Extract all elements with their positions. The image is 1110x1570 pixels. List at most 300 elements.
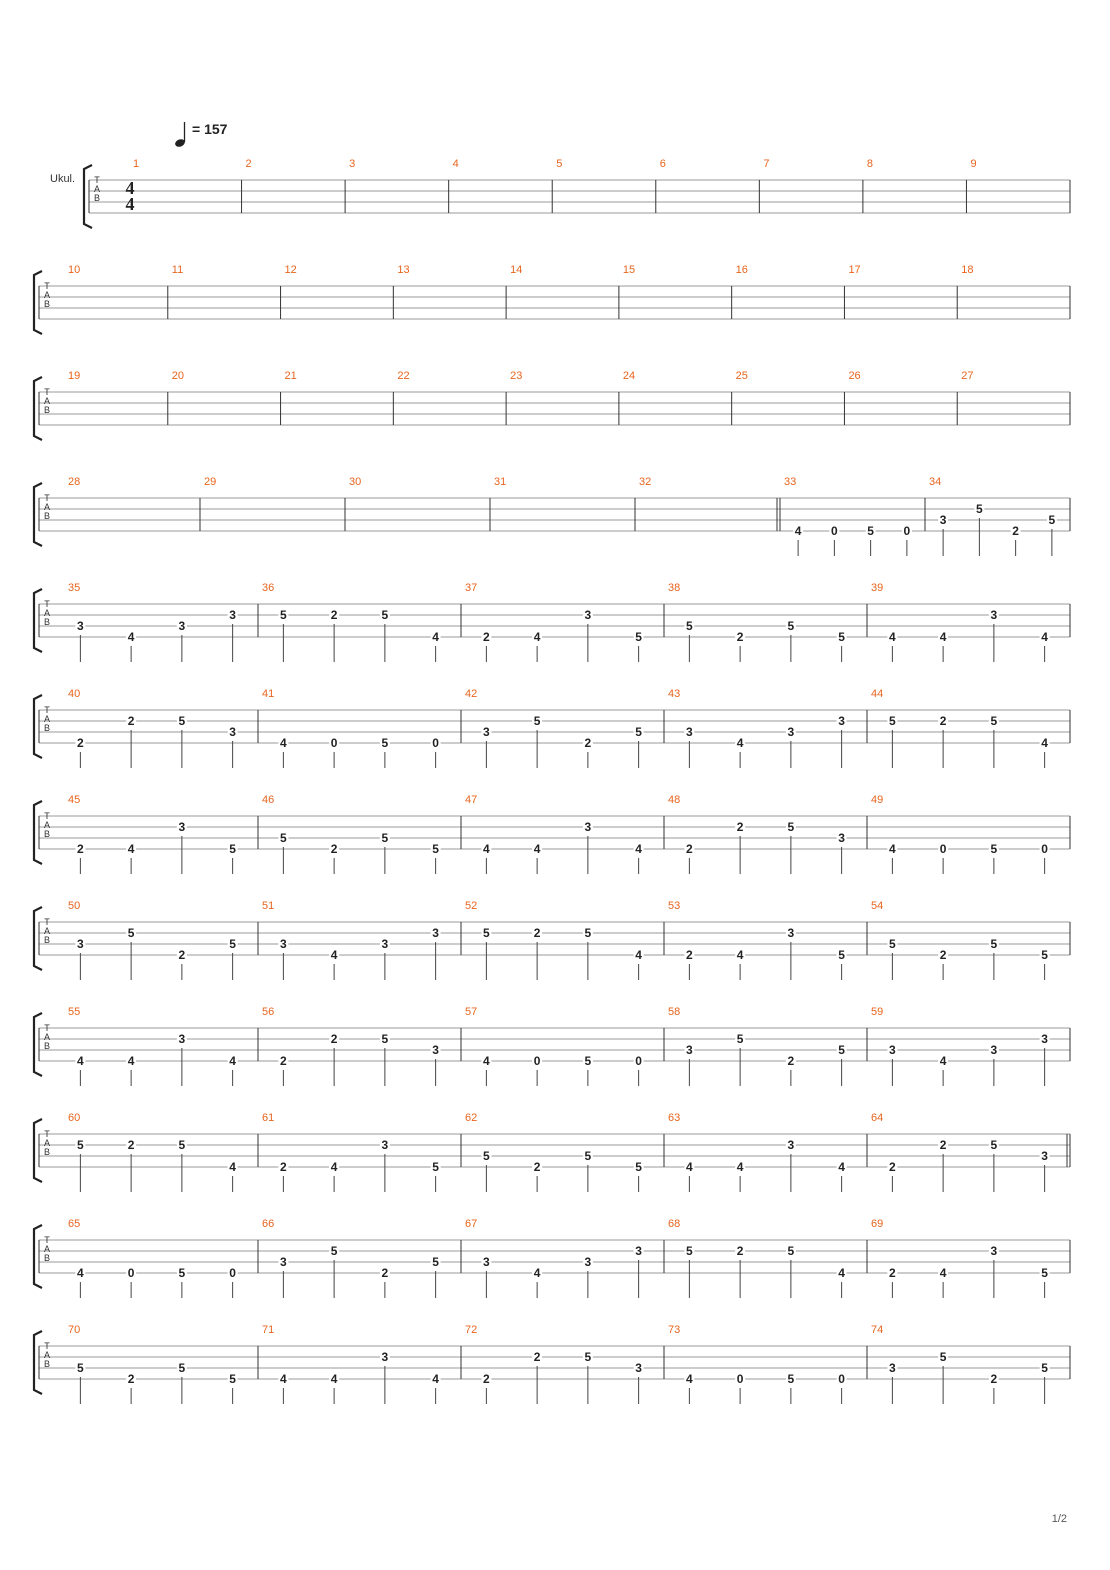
measure-number: 2: [245, 158, 252, 170]
fret-number: 5: [990, 714, 998, 728]
fret-number: 5: [381, 831, 389, 845]
tab-clef-letter: T: [44, 281, 50, 291]
staff-system: [34, 1006, 1070, 1086]
fret-number: 5: [432, 1255, 439, 1269]
fret-number: 4: [736, 948, 744, 962]
fret-number: 2: [330, 842, 338, 856]
fret-number: 3: [432, 1043, 439, 1057]
measure-number: 3: [349, 158, 356, 170]
fret-number: 3: [686, 1043, 693, 1057]
staff-bracket: [34, 377, 42, 440]
fret-number: 5: [584, 1149, 592, 1163]
fret-number: 5: [787, 619, 795, 633]
fret-number: 3: [178, 619, 186, 633]
fret-number: 4: [533, 842, 541, 856]
fret-number: 5: [381, 736, 389, 750]
fret-number: 2: [939, 1138, 947, 1152]
tab-clef-letter: A: [43, 1244, 51, 1254]
measure-number: 30: [349, 476, 362, 488]
time-signature-denominator: 4: [125, 194, 135, 214]
fret-number: 4: [736, 736, 744, 750]
fret-number: 3: [990, 1043, 998, 1057]
fret-number: 3: [1041, 1149, 1048, 1163]
fret-number: 3: [787, 725, 795, 739]
measure-number: 74: [871, 1324, 884, 1336]
measure-number: 33: [784, 476, 797, 488]
fret-number: 5: [889, 937, 896, 951]
fret-number: 5: [178, 1138, 186, 1152]
fret-number: 3: [1041, 1032, 1048, 1046]
tab-clef-letter: T: [44, 917, 50, 927]
fret-number: 5: [1041, 948, 1048, 962]
measure-number: 22: [397, 370, 410, 382]
tab-clef-letter: B: [43, 405, 51, 415]
tempo-marking: [174, 121, 228, 148]
fret-number: 2: [77, 736, 84, 750]
tab-clef-letter: A: [43, 290, 51, 300]
fret-number: 4: [229, 1054, 236, 1068]
staff-bracket: [84, 165, 92, 228]
fret-number: 4: [330, 1160, 338, 1174]
measure-number: 59: [871, 1006, 884, 1018]
staff-system: [34, 1324, 1070, 1404]
tab-clef-letter: T: [44, 1341, 50, 1351]
fret-number: 2: [736, 630, 744, 644]
measure-number: 11: [171, 264, 184, 276]
fret-number: 5: [229, 842, 236, 856]
measure-number: 18: [961, 264, 974, 276]
measure-number: 73: [668, 1324, 681, 1336]
fret-number: 0: [229, 1266, 236, 1280]
staff-bracket: [34, 1331, 42, 1394]
fret-number: 2: [127, 714, 135, 728]
tab-clef-letter: T: [44, 811, 50, 821]
staff-bracket: [34, 801, 42, 864]
tab-clef-letter: A: [93, 184, 101, 194]
measure-number: 27: [961, 370, 974, 382]
fret-number: 2: [736, 820, 744, 834]
measure-number: 72: [465, 1324, 478, 1336]
fret-number: 2: [381, 1266, 389, 1280]
measure-number: 70: [68, 1324, 81, 1336]
staff-system: [34, 900, 1070, 980]
fret-number: 2: [533, 1350, 541, 1364]
measure-number: 57: [465, 1006, 478, 1018]
tab-clef-letter: T: [44, 1129, 50, 1139]
staff-system: [34, 1218, 1070, 1298]
fret-number: 4: [229, 1160, 236, 1174]
fret-number: 5: [838, 948, 845, 962]
staff-bracket: [34, 1225, 42, 1288]
fret-number: 2: [330, 608, 338, 622]
fret-number: 3: [635, 1361, 642, 1375]
measure-number: 63: [668, 1112, 681, 1124]
tab-clef-letter: T: [44, 705, 50, 715]
fret-number: 0: [736, 1372, 744, 1386]
fret-number: 3: [77, 619, 84, 633]
fret-number: 4: [483, 842, 490, 856]
fret-number: 3: [584, 608, 592, 622]
measure-number: 35: [68, 582, 81, 594]
measure-number: 7: [763, 158, 770, 170]
tab-clef-letter: T: [44, 493, 50, 503]
fret-number: 5: [229, 937, 236, 951]
measure-number: 56: [262, 1006, 275, 1018]
fret-number: 5: [432, 1160, 439, 1174]
fret-number: 3: [990, 1244, 998, 1258]
fret-number: 4: [533, 1266, 541, 1280]
tab-clef-letter: A: [43, 608, 51, 618]
fret-number: 5: [990, 842, 998, 856]
fret-number: 2: [483, 630, 490, 644]
fret-number: 0: [635, 1054, 642, 1068]
fret-number: 5: [867, 524, 874, 538]
fret-number: 3: [889, 1043, 896, 1057]
fret-number: 2: [939, 714, 947, 728]
fret-number: 5: [635, 630, 642, 644]
fret-number: 2: [483, 1372, 490, 1386]
fret-number: 4: [635, 842, 642, 856]
fret-number: 4: [1041, 736, 1048, 750]
tab-clef-letter: B: [93, 193, 101, 203]
staff-bracket: [34, 695, 42, 758]
measure-number: 12: [284, 264, 297, 276]
instrument-label: Ukul.: [50, 173, 76, 185]
measure-number: 38: [668, 582, 681, 594]
measure-number: 19: [68, 370, 81, 382]
measure-number: 36: [262, 582, 275, 594]
tab-clef-letter: T: [44, 1235, 50, 1245]
measure-number: 49: [871, 794, 884, 806]
fret-number: 5: [178, 1266, 186, 1280]
fret-number: 2: [127, 1138, 135, 1152]
fret-number: 0: [939, 842, 947, 856]
tab-clef-letter: A: [43, 396, 51, 406]
measure-number: 17: [848, 264, 861, 276]
measure-number: 4: [452, 158, 459, 170]
fret-number: 3: [838, 714, 845, 728]
measure-number: 43: [668, 688, 681, 700]
measure-number: 5: [556, 158, 563, 170]
fret-number: 5: [178, 1361, 186, 1375]
tab-clef-letter: T: [44, 599, 50, 609]
tab-clef-letter: B: [43, 1359, 51, 1369]
fret-number: 2: [178, 948, 186, 962]
fret-number: 3: [584, 1255, 592, 1269]
measure-number: 39: [871, 582, 884, 594]
tab-clef-letter: B: [43, 617, 51, 627]
staff-system: [34, 582, 1070, 662]
fret-number: 4: [838, 1160, 845, 1174]
measure-number: 31: [494, 476, 507, 488]
measure-number: 34: [929, 476, 942, 488]
fret-number: 3: [178, 1032, 186, 1046]
fret-number: 5: [77, 1138, 84, 1152]
measure-number: 32: [639, 476, 652, 488]
fret-number: 3: [483, 725, 490, 739]
fret-number: 0: [127, 1266, 135, 1280]
fret-number: 5: [990, 937, 998, 951]
staff-systems: [34, 158, 1070, 1404]
measure-number: 64: [871, 1112, 884, 1124]
fret-number: 5: [990, 1138, 998, 1152]
measure-number: 47: [465, 794, 478, 806]
measure-number: 45: [68, 794, 81, 806]
fret-number: 4: [127, 842, 135, 856]
fret-number: 3: [483, 1255, 490, 1269]
fret-number: 2: [889, 1266, 896, 1280]
measure-number: 14: [510, 264, 523, 276]
measure-number: 20: [171, 370, 185, 382]
fret-number: 4: [1041, 630, 1048, 644]
tab-clef-letter: A: [43, 1350, 51, 1360]
tab-clef-letter: A: [43, 1032, 51, 1042]
fret-number: 3: [787, 1138, 795, 1152]
measure-number: 60: [68, 1112, 81, 1124]
tab-clef-letter: A: [43, 820, 51, 830]
tab-clef-letter: A: [43, 926, 51, 936]
fret-number: 5: [889, 714, 896, 728]
measure-number: 69: [871, 1218, 884, 1230]
fret-number: 2: [280, 1160, 287, 1174]
fret-number: 5: [381, 1032, 389, 1046]
fret-number: 3: [229, 608, 236, 622]
fret-number: 4: [77, 1054, 84, 1068]
staff-bracket: [34, 1119, 42, 1182]
fret-number: 4: [77, 1266, 84, 1280]
measure-number: 41: [262, 688, 275, 700]
fret-number: 5: [229, 1372, 236, 1386]
tab-clef-letter: T: [44, 387, 50, 397]
fret-number: 4: [686, 1160, 693, 1174]
tab-clef-letter: A: [43, 714, 51, 724]
page-number: 1/2: [1051, 1513, 1067, 1525]
fret-number: 3: [381, 937, 389, 951]
fret-number: 3: [584, 820, 592, 834]
fret-number: 2: [1012, 524, 1019, 538]
fret-number: 0: [831, 524, 838, 538]
measure-number: 51: [262, 900, 275, 912]
fret-number: 5: [483, 1149, 490, 1163]
fret-number: 5: [1041, 1361, 1048, 1375]
fret-number: 4: [330, 948, 338, 962]
fret-number: 5: [635, 1160, 642, 1174]
fret-number: 4: [280, 736, 287, 750]
fret-number: 4: [794, 524, 802, 538]
tab-clef-letter: B: [43, 1147, 51, 1157]
fret-number: 2: [787, 1054, 795, 1068]
measure-number: 44: [871, 688, 884, 700]
fret-number: 2: [686, 948, 693, 962]
tab-clef-letter: T: [94, 175, 100, 185]
measure-number: 37: [465, 582, 478, 594]
fret-number: 4: [889, 842, 896, 856]
fret-number: 3: [787, 926, 795, 940]
measure-number: 9: [970, 158, 977, 170]
tab-clef-letter: B: [43, 1041, 51, 1051]
staff-bracket: [34, 483, 42, 546]
staff-system: [34, 794, 1070, 874]
fret-number: 4: [939, 1054, 947, 1068]
measure-number: 21: [284, 370, 297, 382]
fret-number: 2: [533, 926, 541, 940]
fret-number: 4: [127, 630, 135, 644]
measure-number: 40: [68, 688, 81, 700]
staff-bracket: [34, 589, 42, 652]
measure-number: 52: [465, 900, 478, 912]
fret-number: 2: [533, 1160, 541, 1174]
fret-number: 3: [838, 831, 845, 845]
fret-number: 3: [686, 725, 693, 739]
fret-number: 4: [432, 1372, 439, 1386]
measure-number: 23: [510, 370, 523, 382]
time-signature-numerator: 4: [125, 178, 135, 198]
measure-number: 54: [871, 900, 884, 912]
fret-number: 2: [686, 842, 693, 856]
fret-number: 5: [533, 714, 541, 728]
measure-number: 50: [68, 900, 81, 912]
fret-number: 2: [77, 842, 84, 856]
fret-number: 5: [736, 1032, 744, 1046]
fret-number: 2: [939, 948, 947, 962]
tab-clef-letter: B: [43, 723, 51, 733]
staff-bracket: [34, 271, 42, 334]
fret-number: 2: [990, 1372, 998, 1386]
tab-clef-letter: A: [43, 502, 51, 512]
fret-number: 0: [1041, 842, 1048, 856]
measure-number: 48: [668, 794, 681, 806]
fret-number: 4: [838, 1266, 845, 1280]
measure-number: 24: [622, 370, 636, 382]
measure-number: 15: [622, 264, 636, 276]
fret-number: 5: [280, 831, 287, 845]
fret-number: 5: [787, 1372, 795, 1386]
fret-number: 5: [381, 608, 389, 622]
fret-number: 3: [381, 1350, 389, 1364]
fret-number: 5: [1048, 513, 1056, 527]
fret-number: 4: [889, 630, 896, 644]
tempo-value: = 157: [192, 121, 228, 137]
fret-number: 3: [77, 937, 84, 951]
fret-number: 5: [939, 1350, 947, 1364]
measure-number: 58: [668, 1006, 681, 1018]
fret-number: 5: [280, 608, 287, 622]
fret-number: 3: [432, 926, 439, 940]
measure-number: 68: [668, 1218, 681, 1230]
measure-number: 16: [735, 264, 748, 276]
fret-number: 2: [280, 1054, 287, 1068]
measure-number: 66: [262, 1218, 275, 1230]
fret-number: 5: [330, 1244, 338, 1258]
staff-system: [84, 158, 1070, 228]
fret-number: 4: [127, 1054, 135, 1068]
measure-number: 55: [68, 1006, 81, 1018]
fret-number: 0: [330, 736, 338, 750]
staff-system: [34, 476, 1070, 556]
fret-number: 5: [635, 725, 642, 739]
tab-clef-letter: T: [44, 1023, 50, 1033]
fret-number: 5: [787, 1244, 795, 1258]
measure-number: 26: [848, 370, 861, 382]
measure-number: 1: [133, 158, 140, 170]
fret-number: 4: [939, 1266, 947, 1280]
measure-number: 65: [68, 1218, 81, 1230]
fret-number: 3: [381, 1138, 389, 1152]
fret-number: 3: [280, 1255, 287, 1269]
fret-number: 2: [889, 1160, 896, 1174]
fret-number: 3: [229, 725, 236, 739]
fret-number: 2: [330, 1032, 338, 1046]
fret-number: 0: [432, 736, 439, 750]
measure-number: 71: [262, 1324, 275, 1336]
fret-number: 2: [127, 1372, 135, 1386]
staff-bracket: [34, 1013, 42, 1076]
measure-number: 6: [659, 158, 666, 170]
fret-number: 5: [483, 926, 490, 940]
fret-number: 3: [635, 1244, 642, 1258]
fret-number: 4: [280, 1372, 287, 1386]
fret-number: 5: [838, 630, 845, 644]
fret-number: 0: [533, 1054, 541, 1068]
fret-number: 4: [939, 630, 947, 644]
fret-number: 3: [990, 608, 998, 622]
measure-number: 46: [262, 794, 275, 806]
fret-number: 0: [838, 1372, 845, 1386]
fret-number: 5: [838, 1043, 845, 1057]
measure-number: 62: [465, 1112, 478, 1124]
fret-number: 5: [77, 1361, 84, 1375]
fret-number: 4: [330, 1372, 338, 1386]
fret-number: 5: [976, 502, 983, 516]
measure-number: 25: [735, 370, 748, 382]
tab-clef-letter: B: [43, 511, 51, 521]
tab-clef-letter: B: [43, 829, 51, 839]
measure-number: 8: [866, 158, 874, 170]
measure-number: 10: [68, 264, 81, 276]
fret-number: 5: [1041, 1266, 1048, 1280]
fret-number: 5: [584, 926, 592, 940]
measure-number: 61: [262, 1112, 275, 1124]
staff-system: [34, 370, 1070, 440]
fret-number: 4: [635, 948, 642, 962]
measure-number: 29: [204, 476, 217, 488]
fret-number: 4: [533, 630, 541, 644]
staff-system: [34, 264, 1070, 334]
measure-number: 42: [465, 688, 478, 700]
tab-clef-letter: B: [43, 935, 51, 945]
fret-number: 5: [686, 619, 693, 633]
fret-number: 5: [178, 714, 186, 728]
tab-clef-letter: B: [43, 1253, 51, 1263]
staff-bracket: [34, 907, 42, 970]
fret-number: 3: [178, 820, 186, 834]
fret-number: 4: [736, 1160, 744, 1174]
fret-number: 4: [686, 1372, 693, 1386]
staff-system: [34, 688, 1070, 768]
fret-number: 5: [584, 1054, 592, 1068]
measure-number: 13: [397, 264, 410, 276]
fret-number: 5: [432, 842, 439, 856]
fret-number: 4: [432, 630, 439, 644]
fret-number: 0: [903, 524, 911, 538]
fret-number: 5: [584, 1350, 592, 1364]
fret-number: 4: [483, 1054, 490, 1068]
fret-number: 5: [686, 1244, 693, 1258]
fret-number: 3: [889, 1361, 896, 1375]
fret-number: 5: [787, 820, 795, 834]
tab-clef-letter: A: [43, 1138, 51, 1148]
tab-clef-letter: B: [43, 299, 51, 309]
